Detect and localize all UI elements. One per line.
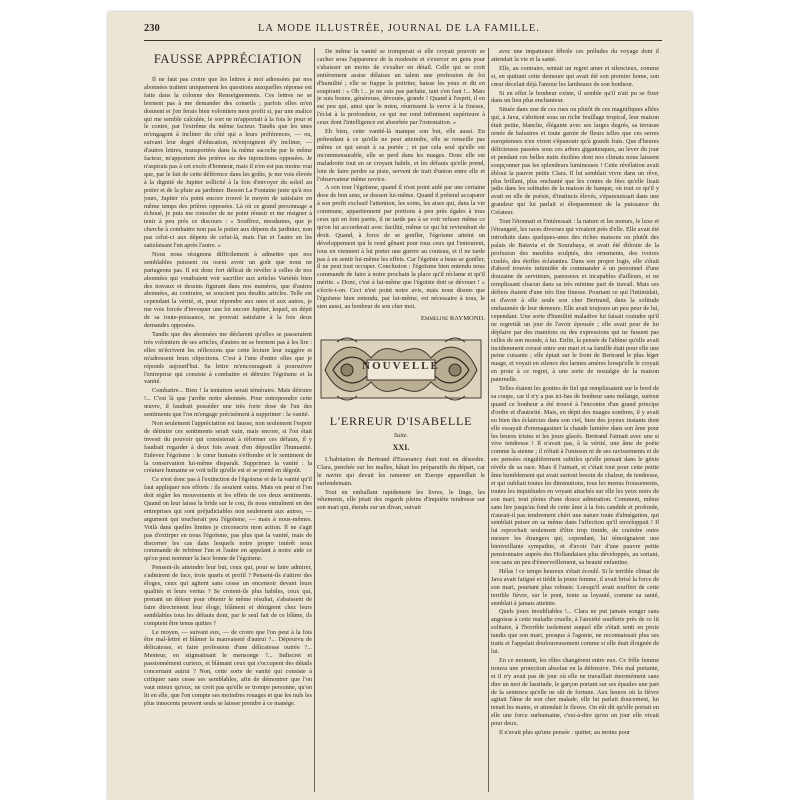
story-paragraph: Tout l'étonnait et l'intéressait : la nature et les mœurs, le luxe et l'étrangeté, les races diverses qui vivaient près d'elle. Elle avait été introduite dans quelques-unes des riches maisons ou plutôt des palais de Batavia et de Sourabaya, et avait été éblouie de la profusion des meubles sculptés, des ornements, des ivoires ciselés, des étoffes éclatantes. Dans son propre logis, elle s'était d'abord trouvée intimidée de commander à un personnel d'une douzaine de serviteurs, paresseux et incapables d'ailleurs, et ne remplissant chacun dans sa très minime part de travail. Mais ses défiers étaient d'une très fine finesse. Pourtant ce qui l'intimidait, et d'avoir à elle seule son cher Bertrand, dans la solitude embaumée de leur demeure. Elle avait toujours un peu peur de lui, cependant. Une sorte d'humilité maladive lui faisait craindre qu'il ne regrettât un jour de l'avoir épousée ; elle avait peur de lui déplaire par des manières ou des expressions qui ne fussent pas celles de son monde, à lui. Enfin, la pensée de l'abîme qu'elle avait incidemment creusé entre son mari et sa famille était pour elle une peine cuisante ; elle épiait sur le front de Bertrand le plus léger nuage, et voyait en silence des larmes amères lorsqu'elle le croyait en proie à ce regret, à une sorte de nostalgie de la maison paternelle. <box>491 218 659 384</box>
article-paragraph: Eh bien, cette vanité-là manque son but, elle aussi. En prétendant à ce qu'elle ne peut atteindre, elle se renseille pas même ce qui serait à sa portée ; et par cela seul qu'elle est incommensurable, elle se perd dans les nuages. Donc elle est maladroite tout en se croyant habile, et les défauts qu'elle prend, loin de faire perdre sa piste, servent de trait d'union entre elle et l'observateur même novice. <box>317 128 485 183</box>
newspaper-page <box>108 12 692 800</box>
article-signature: Emmeline RAYMOND. <box>420 314 485 322</box>
page-number: 230 <box>144 23 160 34</box>
article-paragraph: Pensent-ils atteindre leur but, ceux qui, pour se faire admirer, s'admirent de face, trois quarts et profil ? Pensent-ils s'attirer des éloges, ceux qui agitent sans cesse un encensoir devant leurs qualités et leurs vertus ? Se croient-ils plus habiles, ceux qui, prenant un détour pour obtenir le même résultat, s'abaissent de faire directement leur éloge, blâment et dénigrent chez leurs semblables tous les défauts dont, par le seul fait de ce blâme, ils comptent être tenus quittes ? <box>144 564 312 627</box>
nouvelle-label: NOUVELLE <box>362 359 440 372</box>
story-paragraph: Quels jours inoubliables !... Clara ne put jamais songer sans angoisse à cette maladie cruelle, à l'anxiété soufferte près de ce lit solitaire, à l'horrible isolement auquel elle s'était senti en proie tandis que son mari, presque à l'agonie, ne reconnaissait plus ses traits et l'appelait douloureusement comme si elle était éloignée de lui. <box>491 608 659 655</box>
story-subtitle: Suite. <box>394 431 408 439</box>
story-title: L'ERREUR D'ISABELLE <box>329 413 473 428</box>
column-divider <box>488 48 489 792</box>
story-paragraph: Tout en emballant rapidement les livres, le linge, les vêtements, elle jetait des regards pleins d'inquiète tendresse sur son mari qui, étendu sur un divan, suivait <box>317 488 485 512</box>
story-paragraph: En ce moment, les rôles changèrent entre eux. Ce frêle femme trouva une protection absolue en la défensive. Très mal portante, et il n'y avait pas de jour où elle ne travaillait énormément sans dire un mot de lassitude, le garçon portant sur ses épaules une part de la sentence qu'elle ne sût de fortune. Aux heures où la fièvre agitait l'âme de son cher malade, elle lui parlait doucement, lui tenait les mains, et attendait le fleuve. On eût dit qu'elle portait en elle une force surhumaine, c'est-à-dire qu'en un jour elle vivait pour deux. <box>491 656 659 728</box>
column-divider <box>314 48 315 792</box>
journal-title: LA MODE ILLUSTRÉE, JOURNAL DE LA FAMILLE. <box>258 23 540 34</box>
column-2 <box>317 48 485 792</box>
article-paragraph: A son tour l'égoïsme, quand il n'est point aidé par une certaine dose de bon sens, se dessert lui-même. Quand il prétend accaparer à son profit exclusif l'attention, les soins, les aises qui, dans la vie commune, appartiennent par portions à peu près égales à tous ceux qui en font partie, il ne tarde pas à se voir refuser même ce qu'on lui accorderait avec facilité, même ce qui lui reviendrait de droit. Quand, à force de se gonfler, l'égoïsme atteint un développement qui le rend gênant pour tous ceux qui l'entourent, tous en viennent à lui porter une guerre au couteau, et il ne tarde pas à en sentir lui-même les effets. Car l'égoïste a beau se gonfler, il ne peut tout occuper. Conclusion : l'égoïsme bien entendu nous commande de faire à notre prochain la place qu'il réclame et qu'il mérite. « Donc, c'est à lui-même que l'égoïste doit se dévouer ! » s'écrie-t-on. Ceci n'est point notre avis, mais nous disons que l'égoïsme bien entendu, par lui-même, est nécessaire à tous, le sien aussi, au bonheur de son cher moi. <box>317 184 485 310</box>
article-paragraph: Tandis que des abonnées me déclarent qu'elles se passeraient très volontiers de ses articles, d'autres ne se bornent pas à les lire : elles m'écrivent les réflexions que cette lecture leur suggère et m'adressent leurs objections. C'est à l'une d'entre elles que je réponds aujourd'hui. Sa lettre m'encourageait à poursuivre l'entreprise qui consiste à combattre et détruire l'égoïsme et la vanité. <box>144 331 312 386</box>
nouvelle-banner <box>317 330 485 408</box>
article-paragraph: Il ne faut pas croire que les lettres à moi adressées par nos abonnées traitent uniquement les questions auxquelles réponse est faite dans la colonne des Renseignements. Ces lettres ne se bornent pas à me demander des conseils ; parfois elles m'en donnent et j'en ferais bien volontiers mon profit si, par une malice qui me semble calculée, le sort ne m'apportait à la fois le pour et le contre, par l'extrême du même facteur. Tandis que les unes m'engagent à incliner du côté qui a leurs préférences, — ou, suivant leur degré d'éducation, m'enjoignent d'y incliner, — d'autres lettres, transportées dans la même sacoche par le même facteur, m'apportent des prières ou des injonctions opposées. Je n'aspirais pas à cet excès d'honneur, mais il n'en est pas moins vrai que, par le fait de cette déférence dans les goûts, je me vois élevée à la dignité de Jupiter sollicité à la fois d'envoyer du soleil au potier et de la pluie au jardinier. Besoin La Fontaine juste qu'à nos jours, Jupiter n'a point encore trouvé le moyen de satisfaire en même temps des prières opposées. Là où ce grand personnage a échoué, je puis me consoler de ne point réussir et me résigner à tenir à peu près ce discours : « Souffrez, mesdames, que je cherche à combattre non pas le potier aux dépens du jardinier, non pas celui-ci aux dépens de celui-là, mais l'un et l'autre en les satisfaisant l'un après l'autre. » <box>144 76 312 250</box>
story-paragraph: Elle, au contraire, sentait un regret amer et silencieux, comme si, en quittant cette demeure qui avait été son premier home, son cœur décelait déjà l'amour les lambeaux de son bonheur. <box>491 64 659 88</box>
story-paragraph: Telles étaient les gouttes de fiel qui remplissaient sur le bord de sa coupe, car il n'y a pas ici-bas de bonheur sans mélange, surtout quand ce bonheur a été trouvé à l'encontre d'un grand principe d'ordre et d'autorité. Mais, en dépit des nuages sombres, il y avait eu bien des éclaircies dans son ciel, bien des joyeux instants dont elle essayait d'emmagasiner la chaude lumière dans son âme pour les heures tristes et les jours glacés. Bertrand l'aimait avec une si vive tendresse ! Il n'avait pas, à la vérité, une âme de poète comme la sienne ; il n'était à l'unisson ni de ses ravissements et de ses pensées singulièrement subtiles qu'elle pensait dans le génie révèle de sa race. Mais il l'aimait, et c'était tout pour cette petite âme humblement qui avait surtout besoin de chaleur, de tendresse, et qui oubliait toutes les diminutions, tous les menus froissements, toutes les inquiétudes en voyant attachés sur elle les yeux noirs de son mari, tout pleins d'une douce admiration. Comment, même sans lire jusqu'au fond de cette âme à la fois candide et profonde, n'aurait-il pas tendrement chéri une nature toute d'abnégation, qui semblait puiser en sa même dans l'affection qu'il enveloppait ! Il lui reprochait seulement d'être trop timide, de craindre outre mesure les étrangers qui, cependant, lui témoignaient une bienveillante sympathie, et d'avoir l'air d'une pauvre petite pensionnaire auprès des Hollandaises plus développés, au sortant, son sans un peu d'émerveillement, sa beauté enfantine. <box>491 385 659 566</box>
column-1 <box>144 48 312 792</box>
story-paragraph: Si en effet le bonheur existe, il semble qu'il n'ait pu se fixer dans un lieu plus enchanteur. <box>491 89 659 105</box>
article-paragraph: Non seulement l'appréciation est fausse, non seulement l'espoir de détruire ces sentiments serait vain, mais encore, si l'on était investi du pouvoir qui consisterait à réformer ces défauts, il y faudrait regarder à deux fois avant d'en dépouiller l'humanité. Enlevez l'égoïsme : le cœur humain s'effondre et le sentiment de la conservation lui-même disparaît. Supprimez la vanité : la créature humaine se voit telle qu'elle est et se prend en dégoût. <box>144 419 312 475</box>
article-paragraph: De même la vanité se tromperait si elle croyait pouvoir se cacher sous l'apparence de la modestie et s'exercer en gens pour s'abaisser un moins de s'exalter en détail. Celle qui se croit entièrement assise délaisse un talent une profession de foi d'humilité ; elle se frappe la poitrine, baisse les yeux et dit en soupirant : « Oh !... je ne suis pas parfaite, tant s'en faut !... Mais je suis bonne, généreuse, dévouée, grande ! Quand à l'esprit, il en est peu qui, ainsi que le mien, réunissent la verve à la finesse, l'éclat à la profondeur, ce qui me rend infiniment supérieure à ceux dont l'intelligence est absorbée par l'ostentation. » <box>317 48 485 127</box>
column-3 <box>491 48 659 792</box>
article-title: FAUSSE APPRÉCIATION <box>153 52 303 66</box>
article-paragraph: Ce n'est donc pas à l'extinction de l'égoïsme et de la vanité qu'il faut appliquer nos efforts : ils seraient vains. Mais on peut et l'on doit régler les mouvements et les effets de ces deux sentiments. Quand on leur laisse la bride sur le cou, ils nous entraînent en des entreprises qui sont préjudiciables non seulement aux autres, — argument qui toucherait peu l'égoïsme, — mais à nous-mêmes. Voilà dans quelles limites je circonscris mon action. Il ne s'agit pas d'extirper en nous l'égoïsme, pas plus que la vanité, mais de discerner les cas dans lesquels notre propre intérêt nous commande de refréner l'un et l'autre en appelant à notre aide ce qu'on peut nommer la face bonne de l'égoïsme. <box>144 476 312 563</box>
story-paragraph: Il n'avait plus qu'une pensée : quitter, au moins pour <box>499 729 631 737</box>
header-rule <box>144 40 662 41</box>
chapter-number: XXI. <box>392 442 410 452</box>
story-paragraph: L'habitation de Bertrand d'Esserancy était tout en désordre. Clara, penchée sur les malles, hâtait les préparatifs du départ, car le navire qui devait les ramener en Europe appareillait le surlendemain. <box>317 455 485 487</box>
story-paragraph: avec une impatience fébrile ces préludes du voyage dont il attendait la vie et la santé. <box>491 48 659 63</box>
story-paragraph: Hélas ! ce temps heureux s'était écoulé. Si le terrible climat de Java avait fatigué et tiédit la jeune femme, il avait brisé la force de son mari, pourtant plus robuste. Lorsqu'il avait souffert de cette terrible fièvre, sur le pont, tonte sa loyauté, comme sa santé, semblait à jamais atteinte. <box>491 567 659 607</box>
story-paragraph: Située dans une de ces rues ou plutôt de ces magnifiques allées qui, à Java, s'abritent sous un riche feuillage tropical, leur maison était petite, blanche, élégante avec ses larges degrés, sa terrasse ornée de balustres et toute garnie de fleurs telles que ces serres européennes n'en virent s'épanouir qu'à grands frais. Que d'heures délicieuses passées sous ces arbres gigantesques, au lever du jour et pendant ces belles nuits étoilées dont nos climats nous laissent soupçonner pas les splendeurs lumineuses ! Cette révélation avait ébloui la pauvre petite Clara. Il lui semblait vivre dans un rêve, plus brillant, plus enchanté que les contes de fées qu'elle lisait jadis dans les solitudes de la maison de banque, où tout ce qu'il y avait en elle de poésie, d'instincts élevés, s'épanouissait dans une grandeur qui lui parlait si éloquemment de la puissance du Créateur. <box>491 106 659 217</box>
article-paragraph: Combattre... Bien ! la tentation serait téméraire. Mais détruire !... C'est là que j'arrête notre abonnée. Pour entreprendre cette œuvre, il faudrait posséder une très forte dose de l'un des sentiments que l'on m'engage précisément à supprimer : la vanité. <box>144 387 312 419</box>
article-paragraph: Le moyen, — suivant eux, — de croire que l'on peut à la fois être mal-lettré et blâmer la mauvaiseté d'autrui ?... Dépourvu de délicatesse, et faire profession d'une délicatesse outrée ?... Menteur, en stigmatisant le mensonge ?... Indiscret et passionnément curieux, et blâmant ceux qui s'occupent des détails concernant autrui ? Non, cette sorte de vanité qui consiste à critiquer sans cesse ses semblables, afin de démontrer que l'on vaut mieux qu'eux, ne croit pas qu'elle se trompe personne, qu'on lit en elle, que l'on compte ses moindres rouages et que les nuls les plus innocents peuvent seuls se laisser prendre à ce manège. <box>144 628 312 707</box>
article-paragraph: Nous nous résignons difficilement à admettre que nos semblables puissent ou osent avoir un goût que nous ne partageons pas. Il est donc fort délicat de révéler à celles de nos abonnées qui voudraient voir sacrifier aux articles Variétés bien des travaux et dessins figurant dans nos numéros, que d'autres abonnées, au contraire, se soucient peu desdits articles. Telle est cependant la vérité, et, pour répondre aux unes et aux autres, je me vois forcée d'invoquer une loi encore Jupiter, lequel, en dépit de sa toute-puissance, ne pouvait satisfaire à la fois deux demandes opposées. <box>144 250 312 330</box>
